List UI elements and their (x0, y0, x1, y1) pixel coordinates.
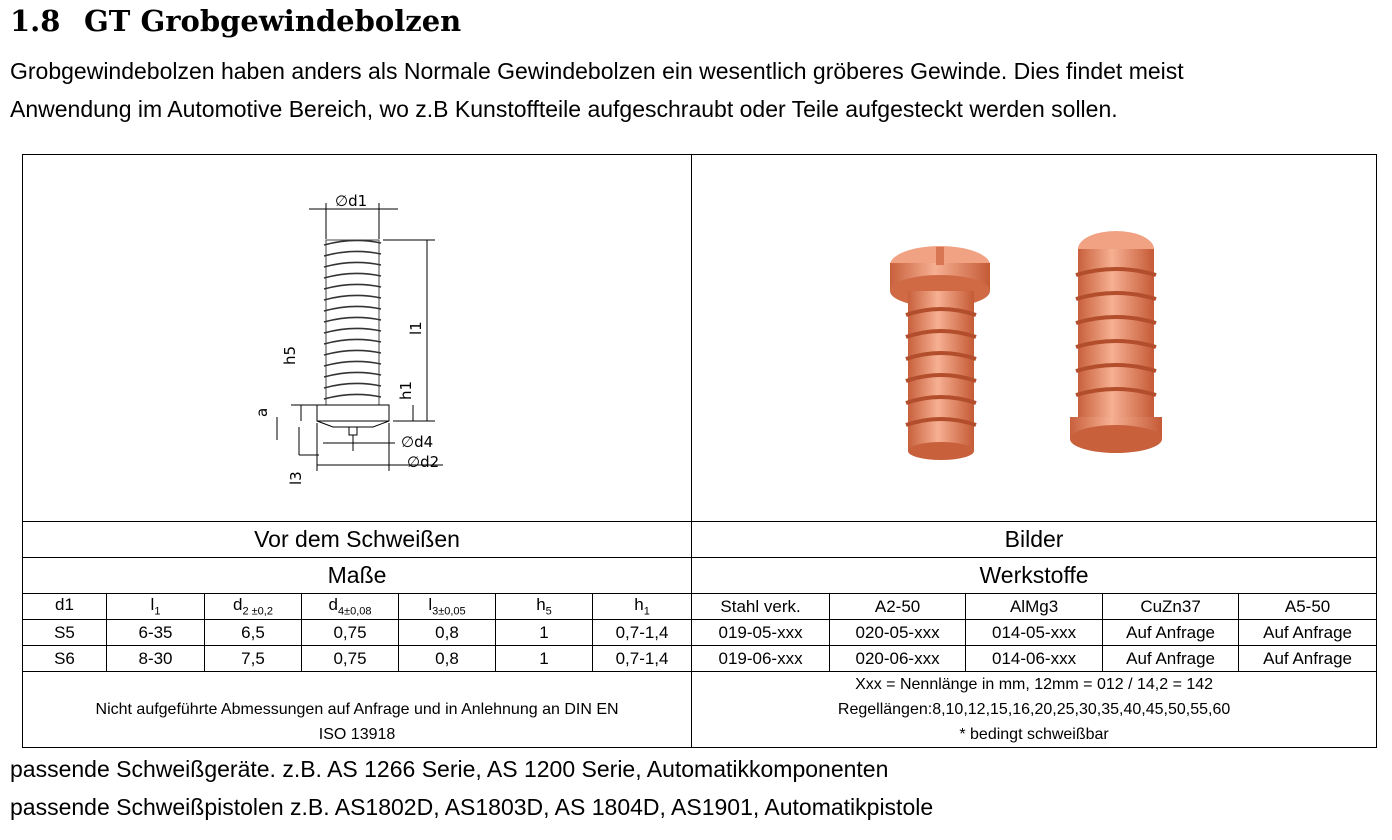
col-header: d1 (23, 594, 107, 620)
intro-text (10, 52, 1370, 128)
table-cell: 019-06-xxx (692, 646, 830, 672)
table-cell: 0,75 (302, 620, 399, 646)
col-header: $d_{2 \pm 0,2}$ (205, 594, 302, 620)
table-cell: Auf Anfrage (1239, 620, 1377, 646)
note-right-line-2: Regellängen:8,10,12,15,16,20,25,30,35,40,45,50,55,60 (837, 701, 1231, 718)
table-cell: 0,75 (302, 646, 399, 672)
table-cell: 0,8 (399, 620, 496, 646)
label-l1: l1 (407, 321, 425, 335)
col-header: $l_1$ (107, 594, 205, 620)
bolt-left-image (890, 246, 990, 460)
note-left (23, 672, 692, 748)
section-number: 1.8 (10, 4, 61, 38)
col-header: AlMg3 (966, 594, 1103, 620)
table-cell: 1 (496, 620, 593, 646)
table-row (23, 646, 1377, 672)
table-cell: 0,8 (399, 646, 496, 672)
table-row (23, 620, 1377, 646)
table-cell: 014-06-xxx (966, 646, 1103, 672)
section-title: GT Grobgewindebolzen (84, 4, 462, 38)
note-right-line-1: Xxx = Nennlänge in mm, 12mm = 012 / 14,2 = 142 (855, 676, 1214, 693)
table-cell: 019-05-xxx (692, 620, 830, 646)
dimensions-header: Maße (23, 558, 692, 594)
table-cell: 1 (496, 646, 593, 672)
footer-line-1: passende Schweißgeräte. z.B. AS 1266 Serie, AS 1200 Serie, Automatikkomponenten (10, 756, 889, 782)
spec-table (22, 154, 1377, 748)
table-cell: S5 (23, 620, 107, 646)
col-header: $l_{3\pm 0,05}$ (399, 594, 496, 620)
bolt-right-image (1070, 231, 1162, 453)
intro-line-2: Anwendung im Automotive Bereich, wo z.B Kunstoffteile aufgeschraubt oder Teile aufgesteckt werden sollen. (10, 96, 1118, 122)
footer-line-2: passende Schweißpistolen z.B. AS1802D, AS1803D, AS 1804D, AS1901, Automatikpistole (10, 794, 934, 820)
col-header: $d_{4\pm 0,08}$ (302, 594, 399, 620)
note-left-line-1: Nicht aufgeführte Abmessungen auf Anfrage und in Anlehnung an DIN EN (95, 700, 619, 718)
label-l3: l3 (287, 471, 305, 485)
label-d1: ∅d1 (335, 192, 368, 210)
table-cell: 014-05-xxx (966, 620, 1103, 646)
label-h5: h5 (281, 345, 299, 365)
table-cell: 6,5 (205, 620, 302, 646)
label-a: a (253, 407, 271, 417)
col-header: $h_5$ (496, 594, 593, 620)
table-cell: 7,5 (205, 646, 302, 672)
table-cell: Auf Anfrage (1239, 646, 1377, 672)
technical-drawing (23, 155, 691, 521)
col-header: A5-50 (1239, 594, 1377, 620)
table-cell: 8-30 (107, 646, 205, 672)
col-header: Stahl verk. (692, 594, 830, 620)
product-photo-cell (692, 155, 1377, 522)
right-section-header: Bilder (692, 522, 1377, 558)
footer-text (10, 750, 933, 826)
left-section-header: Vor dem Schweißen (23, 522, 692, 558)
table-cell: 0,7-1,4 (593, 620, 692, 646)
note-right-line-3: * bedingt schweißbar (959, 726, 1109, 743)
table-cell: 020-06-xxx (830, 646, 966, 672)
note-left-line-2: ISO 13918 (318, 725, 396, 743)
label-d4: ∅d4 (401, 433, 434, 451)
table-cell: 020-05-xxx (830, 620, 966, 646)
column-header-row (23, 594, 1377, 620)
table-cell: Auf Anfrage (1103, 646, 1239, 672)
table-cell: 0,7-1,4 (593, 646, 692, 672)
table-cell: Auf Anfrage (1103, 620, 1239, 646)
materials-header: Werkstoffe (692, 558, 1377, 594)
table-cell: 6-35 (107, 620, 205, 646)
intro-line-1: Grobgewindebolzen haben anders als Normale Gewindebolzen ein wesentlich gröberes Gewinde. Dies findet meist (10, 58, 1184, 84)
col-header: CuZn37 (1103, 594, 1239, 620)
col-header: $h_1$ (593, 594, 692, 620)
table-cell: S6 (23, 646, 107, 672)
label-d2: ∅d2 (407, 453, 440, 471)
note-right (692, 672, 1377, 748)
product-photo (692, 155, 1376, 521)
col-header: A2-50 (830, 594, 966, 620)
page-title (10, 4, 461, 38)
label-h1: h1 (397, 380, 415, 400)
technical-drawing-cell (23, 155, 692, 522)
